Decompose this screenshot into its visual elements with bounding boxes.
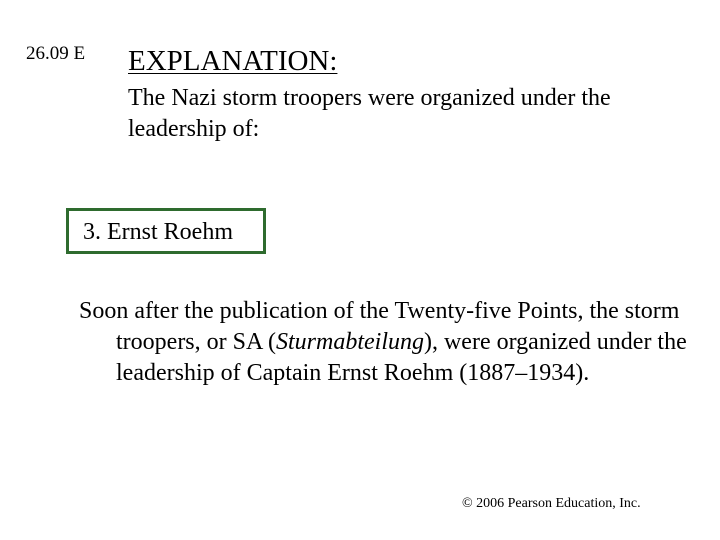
explanation-text-part2: ), were organized under the leadership of Captain Ernst Roehm (1887–1934).	[116, 329, 687, 386]
question-text: The Nazi storm troopers were organized under the leadership of:	[128, 85, 611, 142]
answer-box	[66, 208, 266, 254]
explanation-term: Sturmabteilung	[275, 329, 424, 355]
explanation-heading: EXPLANATION:	[128, 45, 338, 77]
slide-number: 26.09 E	[26, 43, 86, 64]
explanation-paragraph	[79, 296, 699, 389]
copyright-notice: © 2006 Pearson Education, Inc.	[462, 496, 641, 511]
explanation-text-part1: Soon after the publication of the Twenty-five Points, the storm troopers, or SA (	[79, 298, 680, 355]
answer-text: 3. Ernst Roehm	[83, 219, 233, 245]
explanation-body	[79, 296, 699, 389]
